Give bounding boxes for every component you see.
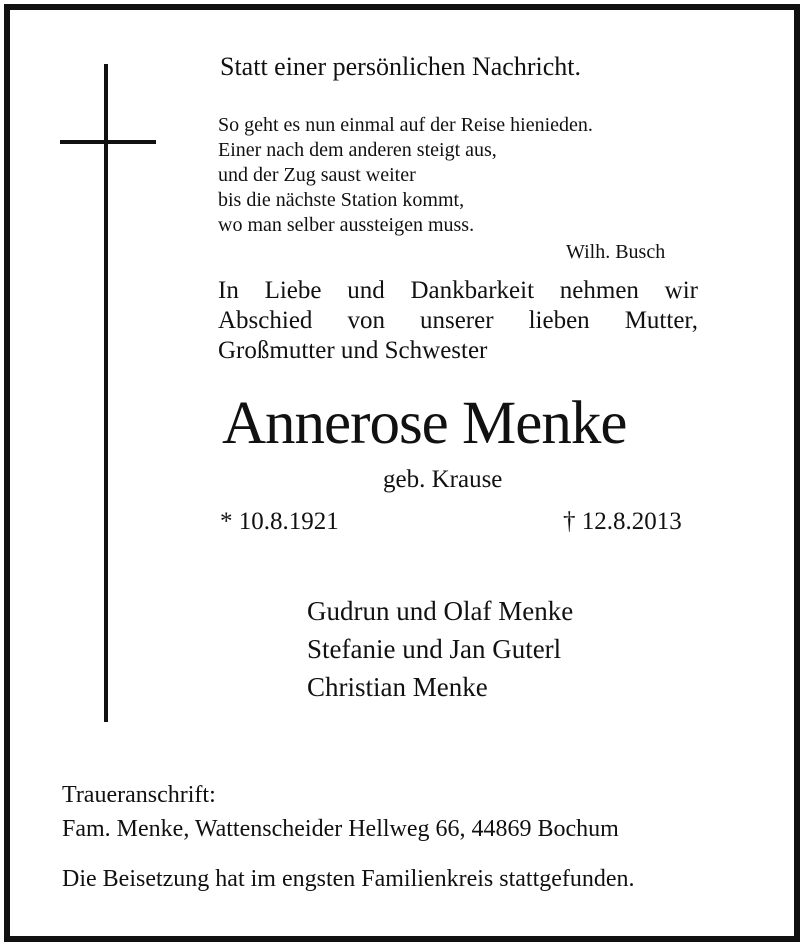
mourner: Christian Menke bbox=[307, 672, 488, 702]
mourner: Stefanie und Jan Guterl bbox=[307, 634, 562, 664]
poem-line: bis die nächste Station kommt, bbox=[218, 189, 465, 211]
birth-date: * 10.8.1921 bbox=[220, 508, 339, 535]
poem-line: Einer nach dem anderen steigt aus, bbox=[218, 139, 497, 161]
death-date: † 12.8.2013 bbox=[563, 508, 682, 535]
farewell-line: In Liebe und Dankbarkeit nehmen wir bbox=[218, 277, 698, 304]
poem-line: So geht es nun einmal auf der Reise hienieden. bbox=[218, 114, 593, 136]
heading: Statt einer persönlichen Nachricht. bbox=[220, 52, 581, 81]
farewell-line: Großmutter und Schwester bbox=[218, 337, 488, 364]
address: Fam. Menke, Wattenscheider Hellweg 66, 44869 Bochum bbox=[62, 816, 619, 842]
poem-line: und der Zug saust weiter bbox=[218, 164, 416, 186]
deceased-name: Annerose Menke bbox=[222, 390, 627, 457]
farewell-line: Abschied von unserer lieben Mutter, bbox=[218, 307, 698, 334]
poem bbox=[218, 113, 593, 238]
farewell-text bbox=[218, 276, 698, 366]
cross-icon bbox=[104, 64, 108, 722]
poem-line: wo man selber aussteigen muss. bbox=[218, 214, 475, 236]
burial-notice: Die Beisetzung hat im engsten Familienkreis stattgefunden. bbox=[62, 866, 635, 892]
poem-author: Wilh. Busch bbox=[566, 241, 666, 263]
mourners-list bbox=[307, 592, 573, 706]
address-label: Traueranschrift: bbox=[62, 782, 216, 808]
cross-icon-bar bbox=[60, 140, 156, 144]
maiden-name: geb. Krause bbox=[383, 466, 503, 493]
mourner: Gudrun und Olaf Menke bbox=[307, 596, 574, 626]
